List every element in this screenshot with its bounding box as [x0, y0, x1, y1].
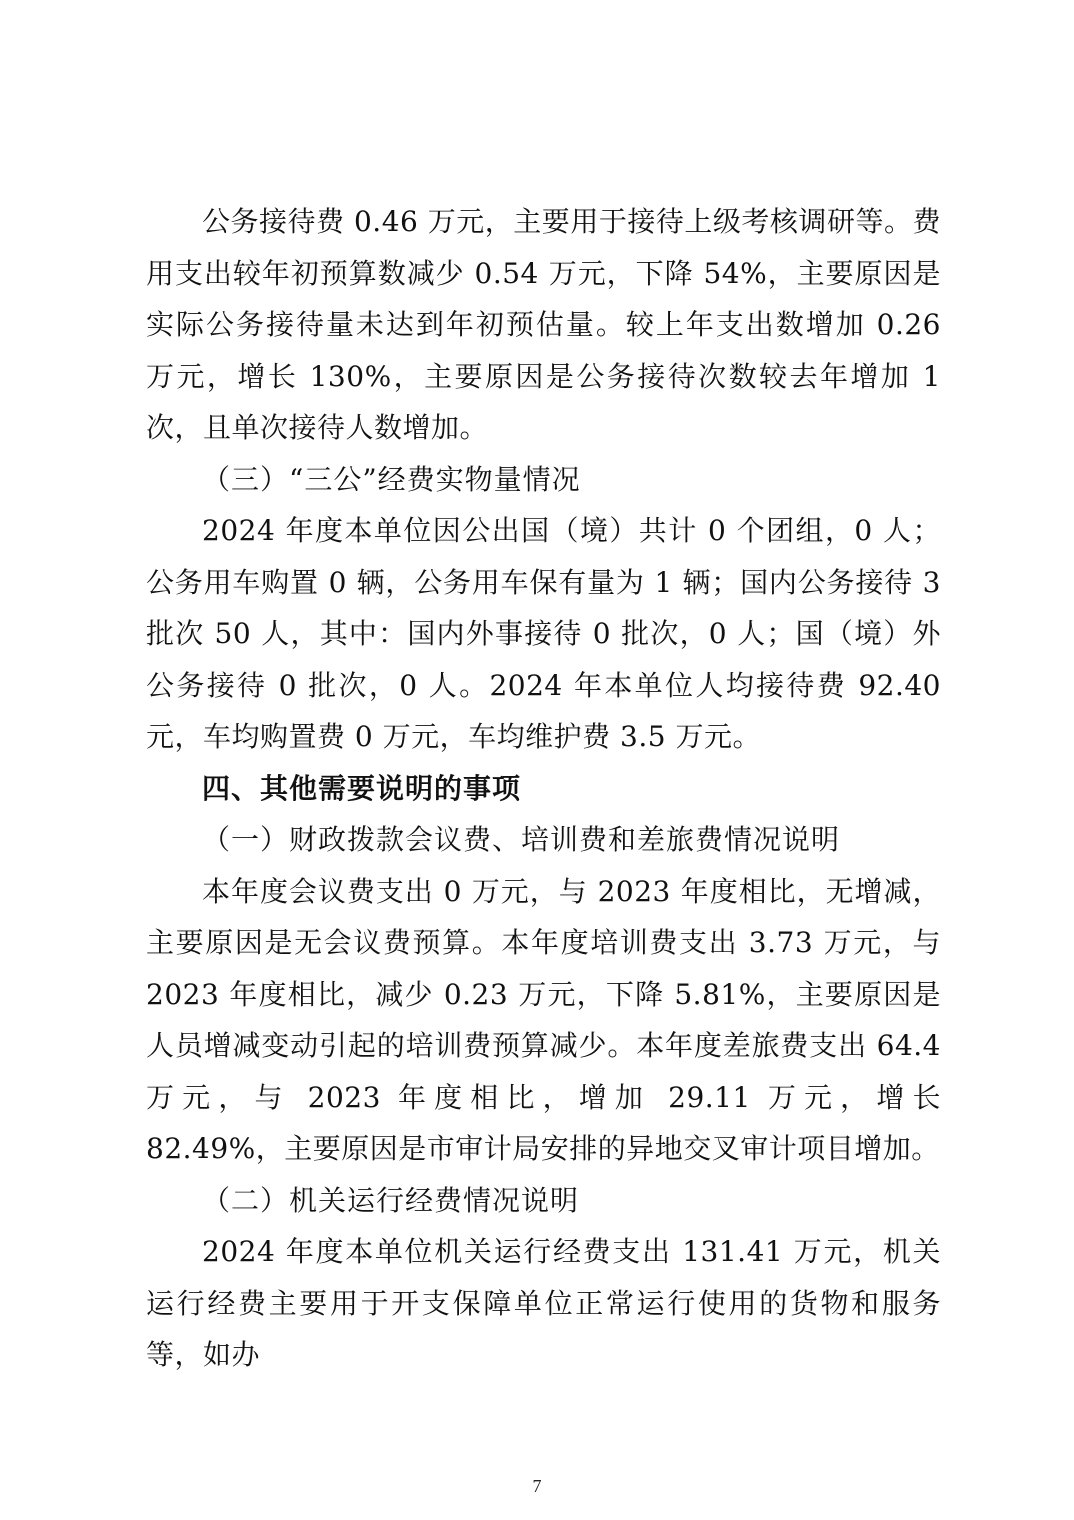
- section-heading-operating-expenses: （二）机关运行经费情况说明: [202, 1183, 580, 1217]
- page-number: 7: [532, 1476, 542, 1496]
- paragraph-three-public-quantities: 2024 年度本单位因公出国（境）共计 0 个团组，0 人；公务用车购置 0 辆，公务用车保有量为 1 辆；国内公务接待 3 批次 50 人，其中：国内外事接待 0 批次，0 人；国（境）外公务接待 0 批次，0 人。2024 年本单位人均接待费 92.40 元，车均购置费 0 万元，车均维护费 3.5 万元。: [146, 514, 941, 753]
- paragraph-meeting-training-travel: 本年度会议费支出 0 万元，与 2023 年度相比，无增减，主要原因是无会议费预算。本年度培训费支出 3.73 万元，与 2023 年度相比，减少 0.23 万元，下降 5.81%，主要原因是人员增减变动引起的培训费预算减少。本年度差旅费支出 64.4 万元，与 2023 年度相比，增加 29.11 万元，增长 82.49%，主要原因是市审计局安排的异地交叉审计项目增加。: [146, 874, 941, 1165]
- section-heading-meeting-training-travel: （一）财政拨款会议费、培训费和差旅费情况说明: [202, 823, 841, 856]
- paragraph-reception-expense: 公务接待费 0.46 万元，主要用于接待上级考核调研等。费用支出较年初预算数减少 0.54 万元，下降 54%，主要原因是实际公务接待量未达到年初预估量。较上年支出数增加 0.26 万元，增长 130%，主要原因是公务接待次数较去年增加 1 次，且单次接待人数增加。: [146, 205, 941, 444]
- section-heading-three-public-quantities: （三）“三公”经费实物量情况: [202, 462, 581, 496]
- chapter-heading-other-matters: 四、其他需要说明的事项: [202, 771, 522, 805]
- paragraph-operating-expenses: 2024 年度本单位机关运行经费支出 131.41 万元，机关运行经费主要用于开支保障单位正常运行使用的货物和服务等，如办: [146, 1235, 941, 1371]
- page-body: [146, 196, 941, 1381]
